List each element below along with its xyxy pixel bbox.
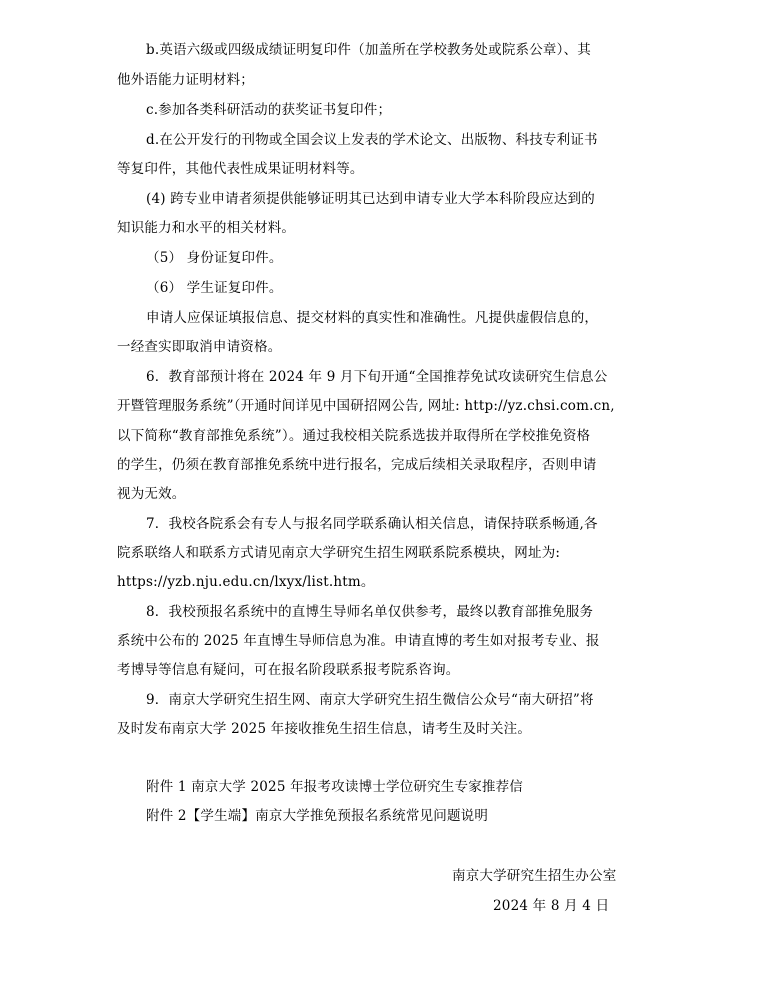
item-b-line-2: 他外语能力证明材料；	[117, 72, 254, 88]
statement-line-2: 一经查实即取消申请资格。	[117, 339, 282, 355]
section-9-line-2: 及时发布南京大学 2025 年接收推免生招生信息，请考生及时关注。	[117, 721, 532, 737]
section-7-line-1: 7．我校各院系会有专人与报名同学联系确认相关信息，请保持联系畅通,各	[146, 516, 598, 532]
item-4-line-1: (4) 跨专业申请者须提供能够证明其已达到申请专业大学本科阶段应达到的	[146, 191, 595, 207]
section-7-line-3: https://yzb.nju.edu.cn/lxyx/list.htm。	[117, 574, 375, 590]
section-8-line-2: 系统中公布的 2025 年直博生导师信息为准。申请直博的考生如对报考专业、报	[117, 633, 600, 649]
signature-date: 2024 年 8 月 4 日	[493, 898, 610, 914]
item-6-line-1: （6） 学生证复印件。	[146, 280, 283, 296]
item-d-line-2: 等复印件，其他代表性成果证明材料等。	[117, 161, 364, 177]
item-5-line-1: （5） 身份证复印件。	[146, 250, 283, 266]
item-4-line-2: 知识能力和水平的相关材料。	[117, 220, 296, 236]
section-6-line-3: 以下简称“教育部推免系统”）。通过我校相关院系选拔并取得所在学校推免资格	[117, 428, 591, 444]
item-b-line-1: b.英语六级或四级成绩证明复印件（加盖所在学校教务处或院系公章）、其	[146, 42, 591, 58]
section-6-line-4: 的学生，仍须在教育部推免系统中进行报名，完成后续相关录取程序，否则申请	[117, 457, 597, 473]
section-6-line-2: 开暨管理服务系统”（开通时间详见中国研招网公告, 网址: http://yz.chsi.com.cn,	[117, 398, 615, 414]
section-7-line-2: 院系联络人和联系方式请见南京大学研究生招生网联系院系模块，网址为:	[117, 545, 561, 561]
section-6-line-1: 6．教育部预计将在 2024 年 9 月下旬开通“全国推荐免试攻读研究生信息公	[146, 369, 608, 385]
signature-office: 南京大学研究生招生办公室	[452, 868, 617, 884]
statement-line-1: 申请人应保证填报信息、提交材料的真实性和准确性。凡提供虚假信息的，	[146, 310, 599, 326]
item-c-line-1: c.参加各类科研活动的获奖证书复印件；	[146, 102, 392, 118]
section-9-line-1: 9．南京大学研究生招生网、南京大学研究生招生微信公众号“南大研招”将	[146, 692, 594, 708]
attachment-2: 附件 2【学生端】南京大学推免预报名系统常见问题说明	[146, 808, 489, 824]
item-d-line-1: d.在公开发行的刊物或全国会议上发表的学术论文、出版物、科技专利证书	[146, 132, 598, 148]
section-8-line-3: 考博导等信息有疑问，可在报名阶段联系报考院系咨询。	[117, 662, 460, 678]
section-8-line-1: 8．我校预报名系统中的直博生导师名单仅供参考，最终以教育部推免服务	[146, 604, 594, 620]
attachment-1: 附件 1 南京大学 2025 年报考攻读博士学位研究生专家推荐信	[146, 779, 524, 795]
section-6-line-5: 视为无效。	[117, 486, 186, 502]
